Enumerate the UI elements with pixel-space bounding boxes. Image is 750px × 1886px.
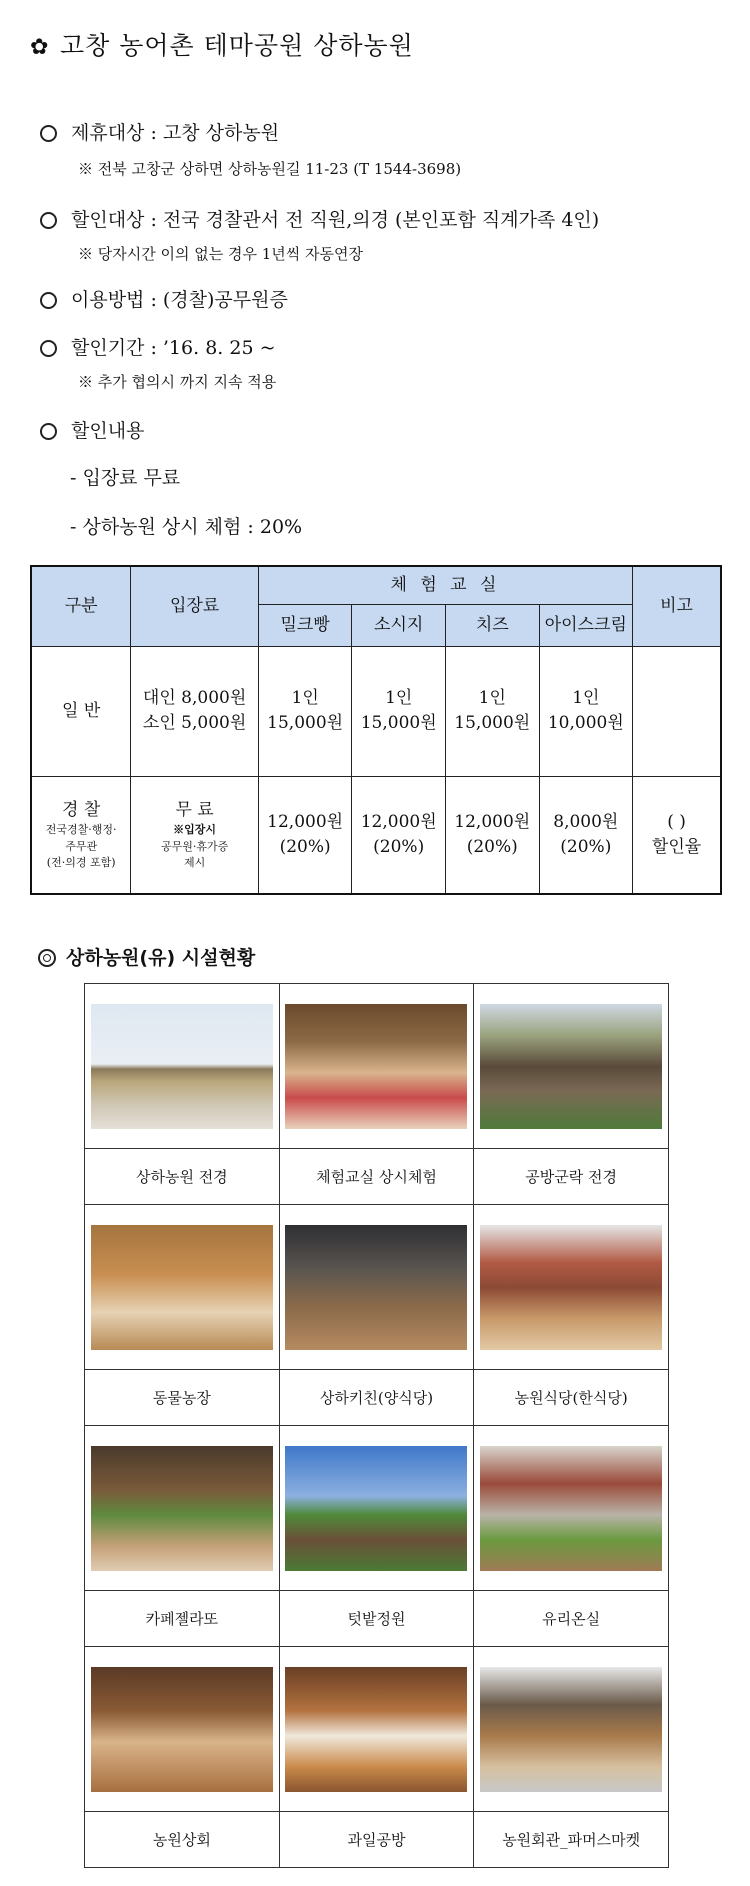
program-milk-bread: 밀크빵 <box>258 604 352 646</box>
facility-label: 농원식당(한식당) <box>474 1370 669 1426</box>
method-item: 이용방법 : (경찰)공무원증 <box>40 285 288 312</box>
partner-note: ※ 전북 고창군 상하면 상하농원길 11-23 (T 1544-3698) <box>78 160 462 178</box>
police-price-milk-bread: 12,000원 (20%) <box>258 776 352 894</box>
facility-photo-cell <box>474 1426 669 1591</box>
table-row-police <box>31 776 721 894</box>
circle-bullet-icon <box>40 212 57 229</box>
vegetable-garden-photo <box>285 1446 467 1571</box>
target-item: 할인대상 : 전국 경찰관서 전 직원,의경 (본인포함 직계가족 4인) <box>40 205 599 232</box>
workshop-village-photo <box>480 1004 662 1129</box>
facility-label: 유리온실 <box>474 1591 669 1647</box>
facility-label: 농원상회 <box>85 1812 280 1868</box>
facility-label: 체험교실 상시체험 <box>279 1149 474 1205</box>
header-category: 구분 <box>31 566 131 646</box>
partner-item: 제휴대상 : 고창 상하농원 <box>40 118 279 145</box>
period-item: 할인기간 : ’16. 8. 25 ~ <box>40 333 276 360</box>
facility-label: 텃밭정원 <box>279 1591 474 1647</box>
flower-icon: ✿ <box>30 35 50 60</box>
facility-label: 상하농원 전경 <box>85 1149 280 1205</box>
content-item: 할인내용 <box>40 416 144 443</box>
program-cheese: 치즈 <box>445 604 539 646</box>
korean-restaurant-photo <box>480 1225 662 1350</box>
general-price-cheese: 1인 15,000원 <box>445 646 539 776</box>
police-price-sausage: 12,000원 (20%) <box>352 776 446 894</box>
facility-label: 농원회관_파머스마켓 <box>474 1812 669 1868</box>
facility-label: 동물농장 <box>85 1370 280 1426</box>
general-admission: 대인 8,000원 소인 5,000원 <box>131 646 259 776</box>
facility-photo-cell <box>474 984 669 1149</box>
cafe-gelato-photo <box>91 1446 273 1571</box>
program-icecream: 아이스크림 <box>539 604 633 646</box>
general-price-milk-bread: 1인 15,000원 <box>258 646 352 776</box>
police-price-icecream: 8,000원 (20%) <box>539 776 633 894</box>
row-label-police: 경 찰 전국경찰·행정· 주무관 (전·의경 포함) <box>31 776 131 894</box>
police-note: ( ) 할인율 <box>633 776 721 894</box>
target-note: ※ 당자시간 이의 없는 경우 1년씩 자동연장 <box>78 245 363 263</box>
facilities-heading: 상하농원(유) 시설현황 <box>38 943 255 970</box>
farmers-market-photo <box>480 1667 662 1792</box>
price-table <box>30 565 722 895</box>
facility-photo-cell <box>474 1205 669 1370</box>
facilities-table <box>84 983 669 1868</box>
police-price-cheese: 12,000원 (20%) <box>445 776 539 894</box>
header-note: 비고 <box>633 566 721 646</box>
farm-store-photo <box>91 1667 273 1792</box>
content-experience: - 상하농원 상시 체험 : 20% <box>70 516 303 538</box>
facility-label: 과일공방 <box>279 1812 474 1868</box>
program-sausage: 소시지 <box>352 604 446 646</box>
facility-photo-cell <box>279 984 474 1149</box>
facility-photo-cell <box>85 1426 280 1591</box>
facility-photo-cell <box>279 1647 474 1812</box>
circle-bullet-icon <box>40 423 57 440</box>
facility-label: 카페젤라또 <box>85 1591 280 1647</box>
general-price-icecream: 1인 10,000원 <box>539 646 633 776</box>
page-title: ✿ 고창 농어촌 테마공원 상하농원 <box>30 31 414 60</box>
facility-photo-cell <box>279 1205 474 1370</box>
greenhouse-photo <box>480 1446 662 1571</box>
animal-farm-photo <box>91 1225 273 1350</box>
facility-label: 상하키친(양식당) <box>279 1370 474 1426</box>
facility-photo-cell <box>474 1647 669 1812</box>
table-row-general <box>31 646 721 776</box>
general-note <box>633 646 721 776</box>
western-restaurant-photo <box>285 1225 467 1350</box>
facility-photo-cell <box>279 1426 474 1591</box>
facility-photo-cell <box>85 984 280 1149</box>
header-admission: 입장료 <box>131 566 259 646</box>
general-price-sausage: 1인 15,000원 <box>352 646 446 776</box>
double-circle-icon <box>38 949 56 967</box>
content-admission: - 입장료 무료 <box>70 467 181 489</box>
police-admission: 무 료 ※입장시 공무원·휴가증 제시 <box>131 776 259 894</box>
facility-label: 공방군락 전경 <box>474 1149 669 1205</box>
circle-bullet-icon <box>40 340 57 357</box>
experience-class-photo <box>285 1004 467 1129</box>
facility-photo-cell <box>85 1205 280 1370</box>
circle-bullet-icon <box>40 125 57 142</box>
circle-bullet-icon <box>40 292 57 309</box>
period-note: ※ 추가 협의시 까지 지속 적용 <box>78 373 277 391</box>
facility-photo-cell <box>85 1647 280 1812</box>
header-experience: 체 험 교 실 <box>258 566 632 604</box>
row-label-general: 일 반 <box>31 646 131 776</box>
fruit-workshop-photo <box>285 1667 467 1792</box>
farm-panorama-photo <box>91 1004 273 1129</box>
